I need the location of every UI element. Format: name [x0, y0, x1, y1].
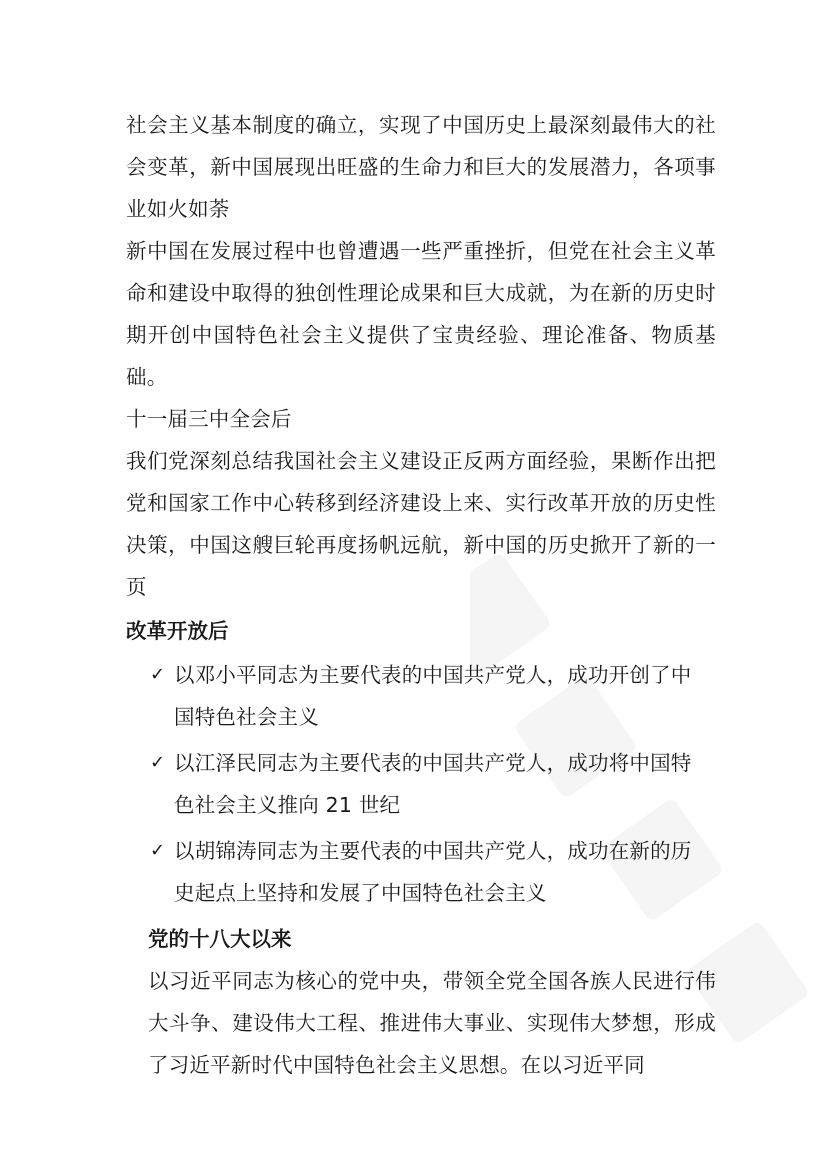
list-item	[126, 830, 716, 914]
list-item-line: 以胡锦涛同志为主要代表的中国共产党人，成功在新的历	[174, 839, 692, 863]
list-item	[126, 742, 716, 826]
list-item	[126, 654, 716, 738]
document-body	[126, 104, 716, 1086]
list-item-line: 色社会主义推向 21 世纪	[174, 793, 401, 817]
list-item-line: 以江泽民同志为主要代表的中国共产党人，成功将中国特	[174, 751, 692, 775]
heading-18th-congress: 党的十八大以来	[148, 927, 292, 951]
heading-reform-opening: 改革开放后	[126, 619, 229, 643]
reform-checklist	[126, 654, 716, 914]
list-item-line: 以邓小平同志为主要代表的中国共产党人，成功开创了中	[174, 663, 692, 687]
check-icon: ✓	[150, 840, 166, 861]
check-icon: ✓	[150, 752, 166, 773]
paragraph-18th-congress: 以习近平同志为核心的党中央，带领全党全国各族人民进行伟大斗争、建设伟大工程、推进伟大事业、实现伟大梦想，形成了习近平新时代中国特色社会主义思想。在以习近平同	[148, 969, 716, 1077]
list-item-line: 史起点上坚持和发展了中国特色社会主义	[174, 881, 547, 905]
paragraph-third-plenum: 十一届三中全会后	[126, 407, 292, 431]
paragraph-socialist-system: 社会主义基本制度的确立，实现了中国历史上最深刻最伟大的社会变革，新中国展现出旺盛的生命力和巨大的发展潜力，各项事业如火如荼	[126, 113, 716, 221]
check-icon: ✓	[150, 664, 166, 685]
paragraph-reform-decision: 我们党深刻总结我国社会主义建设正反两方面经验，果断作出把党和国家工作中心转移到经济建设上来、实行改革开放的历史性决策，中国这艘巨轮再度扬帆远航，新中国的历史掀开了新的一页	[126, 449, 716, 599]
paragraph-setbacks: 新中国在发展过程中也曾遭遇一些严重挫折，但党在社会主义革命和建设中取得的独创性理论成果和巨大成就，为在新的历史时期开创中国特色社会主义提供了宝贵经验、理论准备、物质基础。	[126, 239, 716, 389]
list-item-line: 国特色社会主义	[174, 705, 319, 729]
